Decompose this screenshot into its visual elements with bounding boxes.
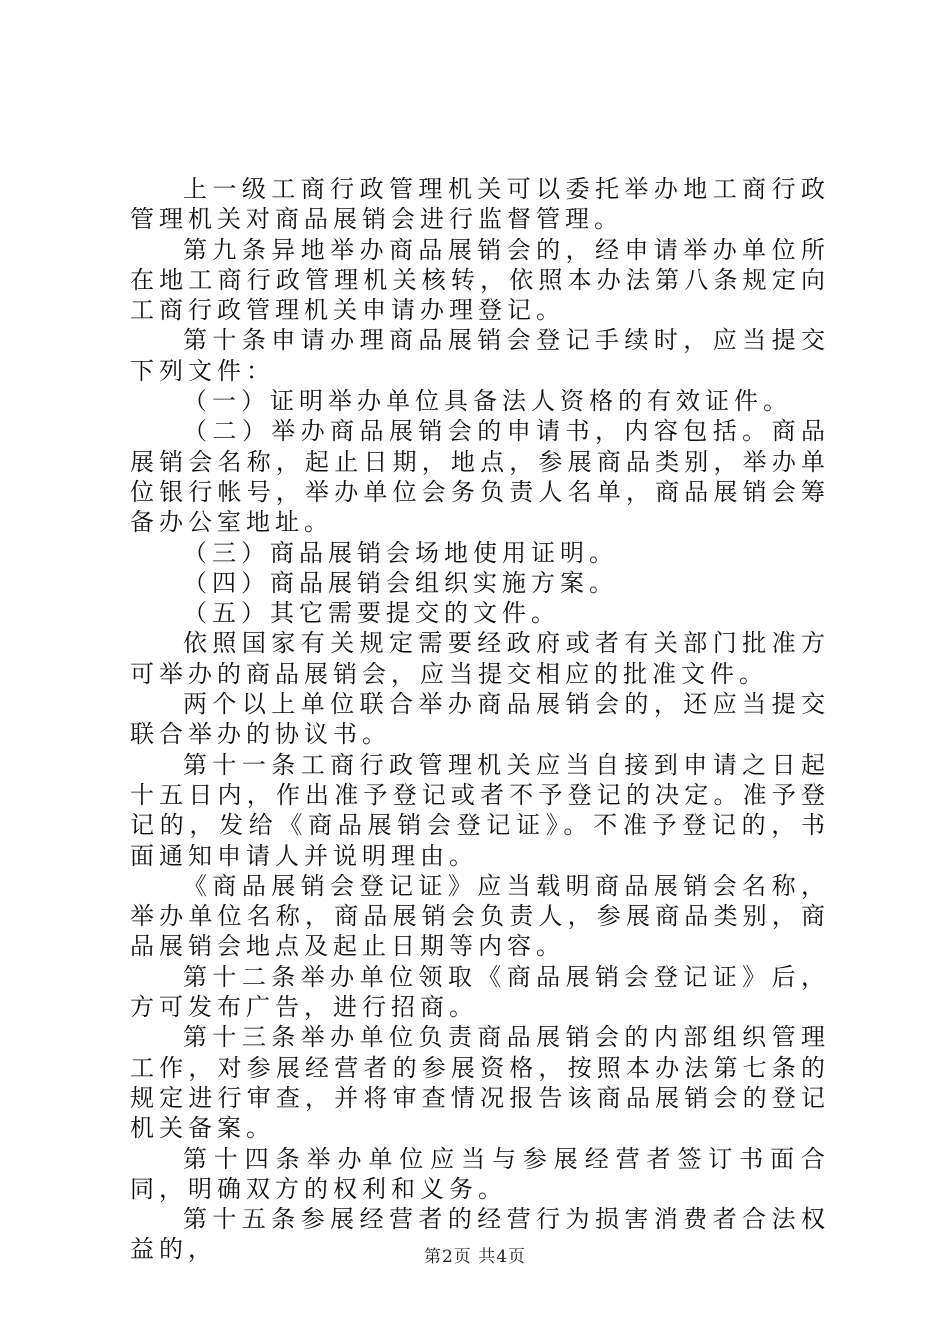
paragraph: 第十四条举办单位应当与参展经营者签订书面合同，明确双方的权利和义务。 <box>130 1144 830 1203</box>
paragraph: （二）举办商品展销会的申请书，内容包括。商品展销会名称，起止日期，地点，参展商品类别，举办单位银行帐号，举办单位会务负责人名单，商品展销会筹备办公室地址。 <box>130 417 830 537</box>
paragraph: 上一级工商行政管理机关可以委托举办地工商行政管理机关对商品展销会进行监督管理。 <box>130 175 830 234</box>
paragraph: 两个以上单位联合举办商品展销会的，还应当提交联合举办的协议书。 <box>130 690 830 749</box>
paragraph: 第十五条参展经营者的经营行为损害消费者合法权益的， <box>130 1205 830 1264</box>
paragraph: 《商品展销会登记证》应当载明商品展销会名称，举办单位名称，商品展销会负责人，参展商品类别，商品展销会地点及起止日期等内容。 <box>130 871 830 961</box>
paragraph: 第十三条举办单位负责商品展销会的内部组织管理工作，对参展经营者的参展资格，按照本办法第七条的规定进行审查，并将审查情况报告该商品展销会的登记机关备案。 <box>130 1023 830 1143</box>
paragraph: （三）商品展销会场地使用证明。 <box>183 538 618 567</box>
paragraph: （一）证明举办单位具备法人资格的有效证件。 <box>183 387 792 416</box>
paragraph: 第十条申请办理商品展销会登记手续时，应当提交下列文件： <box>130 326 830 385</box>
paragraph: 依照国家有关规定需要经政府或者有关部门批准方可举办的商品展销会，应当提交相应的批准文件。 <box>130 629 830 688</box>
paragraph: 第十一条工商行政管理机关应当自接到申请之日起十五日内，作出准予登记或者不予登记的决定。准予登记的，发给《商品展销会登记证》。不准予登记的，书面通知申请人并说明理由。 <box>130 750 830 870</box>
paragraph: 第十二条举办单位领取《商品展销会登记证》后，方可发布广告，进行招商。 <box>130 962 830 1022</box>
document-body <box>130 174 830 1265</box>
page-number-footer: 第2页 共4页 <box>423 1247 527 1267</box>
paragraph: 第九条异地举办商品展销会的，经申请举办单位所在地工商行政管理机关核转，依照本办法第八条规定向工商行政管理机关申请办理登记。 <box>130 235 830 325</box>
paragraph: （四）商品展销会组织实施方案。 <box>183 568 618 597</box>
paragraph: （五）其它需要提交的文件。 <box>183 599 560 628</box>
